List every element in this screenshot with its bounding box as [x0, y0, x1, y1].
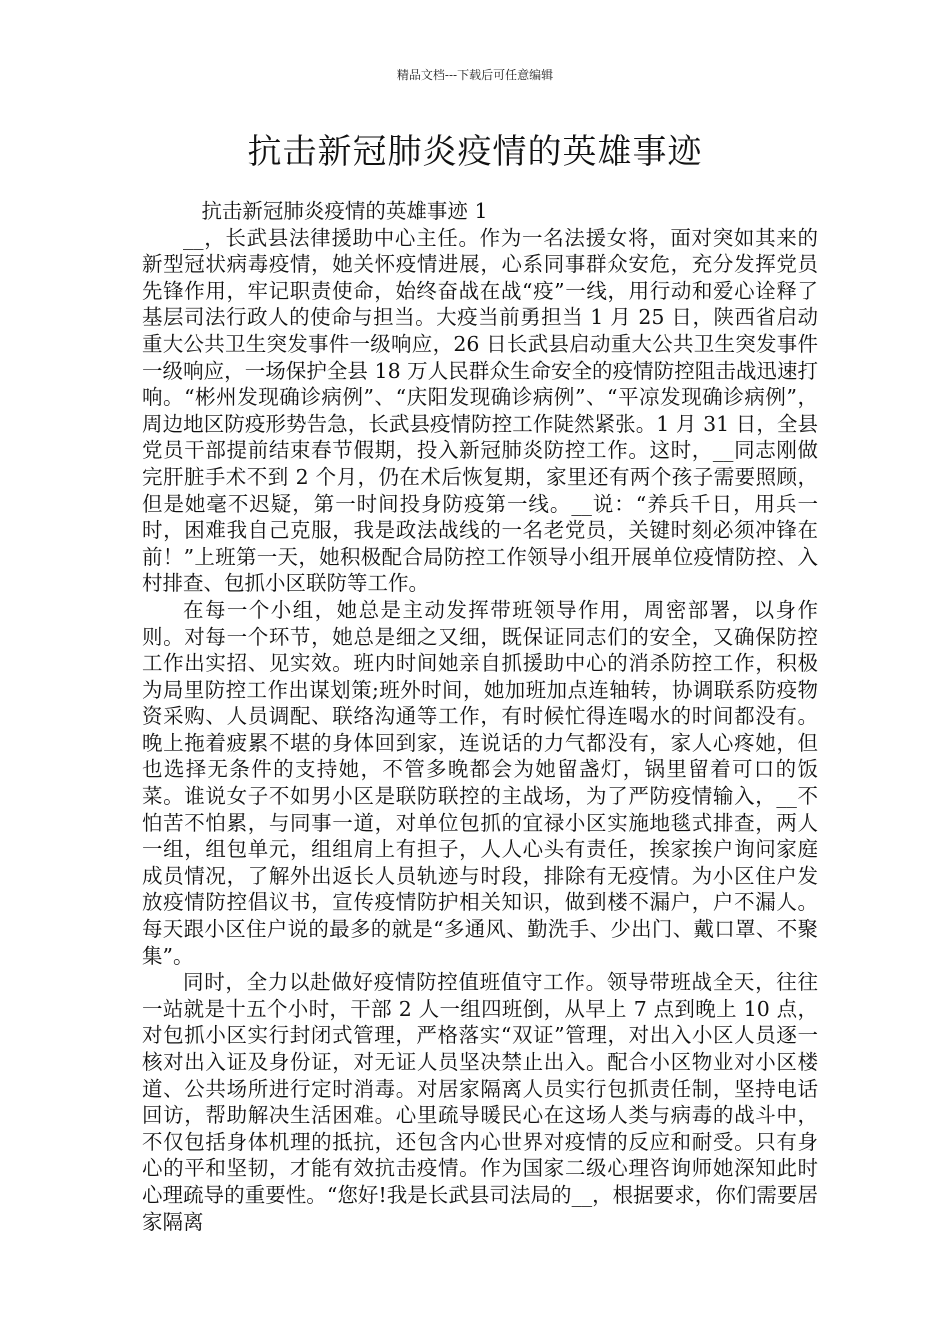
- document-subtitle: 抗击新冠肺炎疫情的英雄事迹 1: [201, 199, 488, 223]
- document-title: 抗击新冠肺炎疫情的英雄事迹: [247, 132, 703, 172]
- header-note: 精品文档---下载后可任意编辑: [396, 68, 554, 82]
- body-paragraph: __，长武县法律援助中心主任。作为一名法援女将，面对突如其来的新型冠状病毒疫情，她关怀疫情进展，心系同事群众安危，充分发挥党员先锋作用，牢记职责使命，始终奋战在战“疫”一线，用行动和爱心诠释了基层司法行政人的使命与担当。大疫当前勇担当 1 月 25 日，陕西省启动重大公共卫生突发事件一级响应，26 日长武县启动重大公共卫生突发事件一级响应，一场保护全县 18 万人民群众生命安全的疫情防控阻击战迅速打响。“彬州发现确诊病例”、“庆阳发现确诊病例”、“平凉发现确诊病例”，周边地区防疫形势告急，长武县疫情防控工作陡然紧张。1 月 31 日，全县党员干部提前结束春节假期，投入新冠肺炎防控工作。这时，__同志刚做完肝脏手术不到 2 个月，仍在术后恢复期，家里还有两个孩子需要照顾，但是她毫不迟疑，第一时间投身防疫第一线。__说：“养兵千日，用兵一时，困难我自己克服，我是政法战线的一名老党员，关键时刻必须冲锋在前！”上班第一天，她积极配合局防控工作领导小组开展单位疫情防控、入村排查、包抓小区联防等工作。: [142, 225, 818, 596]
- body-paragraph: 同时，全力以赴做好疫情防控值班值守工作。领导带班战全天，往往一站就是十五个小时，干部 2 人一组四班倒，从早上 7 点到晚上 10 点，对包抓小区实行封闭式管理，严格落实“双证”管理，对出入小区人员逐一核对出入证及身份证，对无证人员坚决禁止出入。配合小区物业对小区楼道、公共场所进行定时消毒。对居家隔离人员实行包抓责任制，坚持电话回访，帮助解决生活困难。心里疏导暖民心在这场人类与病毒的战斗中，不仅包括身体机理的抵抗，还包含内心世界对疫情的反应和耐受。只有身心的平和坚韧，才能有效抗击疫情。作为国家二级心理咨询师她深知此时心理疏导的重要性。“您好!我是长武县司法局的__，根据要求，你们需要居家隔离: [142, 970, 818, 1234]
- body-paragraph: 在每一个小组，她总是主动发挥带班领导作用，周密部署，以身作则。对每一个环节，她总是细之又细，既保证同志们的安全，又确保防控工作出实招、见实效。班内时间她亲自抓援助中心的消杀防控工作，积极为局里防控工作出谋划策;班外时间，她加班加点连轴转，协调联系防疫物资采购、人员调配、联络沟通等工作，有时候忙得连喝水的时间都没有。晚上拖着疲累不堪的身体回到家，连说话的力气都没有，家人心疼她，但也选择无条件的支持她，不管多晚都会为她留盏灯，锅里留着可口的饭菜。谁说女子不如男小区是联防联控的主战场，为了严防疫情输入，__不怕苦不怕累，与同事一道，对单位包抓的宜禄小区实施地毯式排查，两人一组，组包单元，组组肩上有担子，人人心头有责任，挨家挨户询问家庭成员情况，了解外出返长人员轨迹与时段，排除有无疫情。为小区住户发放疫情防控倡议书，宣传疫情防护相关知识，做到楼不漏户，户不漏人。每天跟小区住户说的最多的就是“多通风、勤洗手、少出门、戴口罩、不聚集”。: [142, 597, 818, 968]
- document-body: [142, 198, 818, 1235]
